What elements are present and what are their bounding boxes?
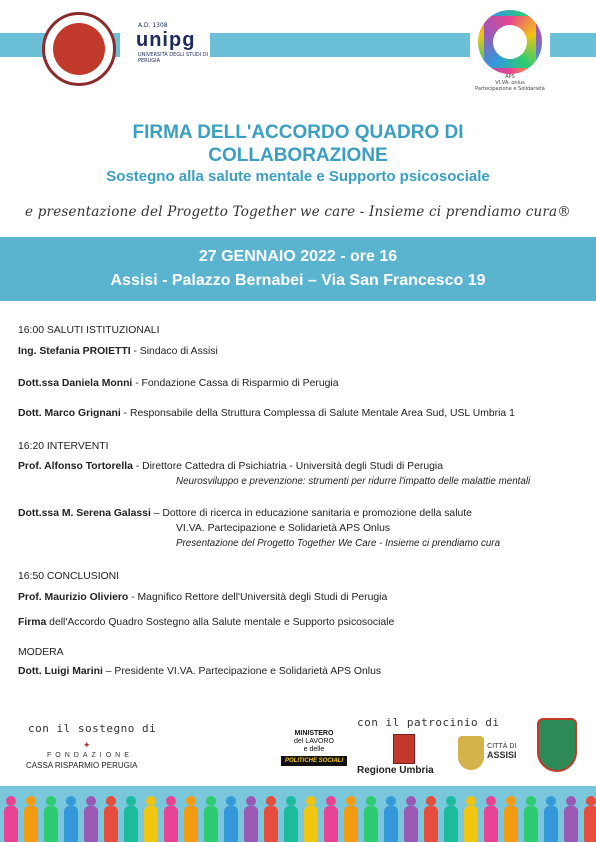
ministero-logo: [281, 730, 347, 776]
fondazione-griffin-icon: ✦: [83, 741, 91, 751]
footer-person-icon: [282, 796, 300, 842]
footer-person-icon: [262, 796, 280, 842]
footer-person-icon: [82, 796, 100, 842]
footer-person-icon: [162, 796, 180, 842]
speaker-name: Dott. Luigi Marini: [18, 666, 103, 677]
fondazione-word: FONDAZIONE: [47, 752, 133, 759]
footer-person-icon: [2, 796, 20, 842]
footer-person-icon: [522, 796, 540, 842]
firma-text: dell'Accordo Quadro Sostegno alla Salute mentale e Supporto psicosociale: [46, 617, 395, 628]
footer-person-icon: [202, 796, 220, 842]
program-line-firma: [18, 616, 394, 629]
section-conclusioni: 16:50 CONCLUSIONI: [18, 571, 120, 582]
footer-person-icon: [422, 796, 440, 842]
program-line-tortorella: [18, 460, 443, 473]
speaker-role: - Magnifico Rettore dell'Università degli Studi di Perugia: [128, 592, 388, 603]
footer-person-icon: [22, 796, 40, 842]
assisi-crest-icon: [458, 736, 484, 770]
footer-person-icon: [562, 796, 580, 842]
viva-logo: [470, 10, 550, 90]
ministero-l1: MINISTERO: [294, 730, 334, 737]
firma-label: Firma: [18, 617, 47, 628]
subtitle: Sostegno alla salute mentale e Supporto psicosociale: [106, 168, 490, 185]
viva-line2: Partecipazione e Solidarietà: [475, 86, 545, 92]
footer-person-icon: [542, 796, 560, 842]
viva-name: APS: [505, 74, 515, 80]
program-line-monni: [18, 377, 339, 390]
speaker-role: - Sindaco di Assisi: [130, 346, 218, 357]
footer-person-icon: [122, 796, 140, 842]
ministero-l2: del LAVORO: [294, 738, 334, 745]
program-line-oliviero: [18, 591, 387, 604]
speaker-name: Prof. Maurizio Oliviero: [18, 592, 129, 603]
footer-people-band: [0, 786, 596, 842]
footer-person-icon: [182, 796, 200, 842]
ministero-l4: POLITICHE SOCIALI: [281, 756, 347, 766]
footer-person-icon: [482, 796, 500, 842]
speaker-name: Dott.ssa Daniela Monni: [18, 378, 133, 389]
speaker-role: - Responsabile della Struttura Complessa di Salute Mentale Area Sud, USL Umbria 1: [120, 408, 515, 419]
unipg-subtitle: UNIVERSITÀ DEGLI STUDI DI PERUGIA: [138, 52, 209, 64]
footer-person-icon: [222, 796, 240, 842]
viva-line1: VI.VA. onlus: [495, 80, 525, 86]
footer-person-icon: [322, 796, 340, 842]
unipg-logo: [120, 22, 210, 82]
footer-person-icon: [62, 796, 80, 842]
speaker-role: - Fondazione Cassa di Risparmio di Perugia: [132, 378, 339, 389]
program-line-marini: [18, 665, 381, 678]
footer-person-icon: [382, 796, 400, 842]
speaker-name: Dott.ssa M. Serena Galassi: [18, 508, 151, 519]
assisi-l1: CITTÀ DI: [487, 743, 517, 750]
support-label: con il sostegno di: [28, 722, 157, 735]
regione-name: Regione Umbria: [357, 765, 434, 776]
regione-umbria-flag-icon: [393, 734, 415, 764]
event-date-time: 27 GENNAIO 2022 - ore 16: [198, 248, 398, 265]
main-title: FIRMA DELL'ACCORDO QUADRO DI COLLABORAZIONE: [132, 122, 464, 166]
speaker-affiliation-galassi: VI.VA. Partecipazione e Solidarietà APS Onlus: [176, 523, 391, 534]
footer-person-icon: [442, 796, 460, 842]
footer-person-icon: [42, 796, 60, 842]
footer-person-icon: [102, 796, 120, 842]
viva-ring-icon: [478, 10, 542, 74]
unipg-name: unipg: [136, 29, 196, 51]
event-place: Assisi - Palazzo Bernabei – Via San Francesco 19: [110, 272, 486, 289]
footer-person-icon: [502, 796, 520, 842]
patronage-label: con il patrocinio di: [357, 716, 500, 729]
municipal-crest-icon: [537, 718, 577, 772]
section-saluti: 16:00 SALUTI ISTITUZIONALI: [18, 325, 160, 336]
speaker-name: Dott. Marco Grignani: [18, 408, 121, 419]
date-band: [0, 237, 596, 301]
footer-person-icon: [142, 796, 160, 842]
speaker-role: – Dottore di ricerca in educazione sanitaria e promozione della salute: [150, 508, 472, 519]
footer-person-icon: [242, 796, 260, 842]
footer-person-icon: [362, 796, 380, 842]
project-title: e presentazione del Progetto Together we care - Insieme ci prendiamo cura®: [25, 204, 571, 220]
assisi-logo-text: [487, 743, 517, 759]
talk-title-galassi: Presentazione del Progetto Together We Care - Insieme ci prendiamo cura: [176, 538, 501, 549]
footer-person-icon: [402, 796, 420, 842]
footer-person-icon: [342, 796, 360, 842]
program-line-grignani: [18, 407, 515, 420]
speaker-name: Ing. Stefania PROIETTI: [18, 346, 131, 357]
footer-person-icon: [462, 796, 480, 842]
speaker-name: Prof. Alfonso Tortorella: [18, 461, 133, 472]
ministero-l3: e delle: [303, 746, 325, 753]
top-band-right: [550, 33, 596, 57]
assisi-l2: ASSISI: [487, 750, 517, 760]
footer-person-icon: [582, 796, 596, 842]
program-line-galassi: [18, 507, 472, 520]
program-line-proietti: [18, 345, 218, 358]
unipg-since: A.D. 1308: [138, 22, 168, 29]
section-modera: MODERA: [18, 647, 64, 658]
footer-person-icon: [302, 796, 320, 842]
university-seal-logo: [42, 12, 116, 86]
talk-title-tortorella: Neurosviluppo e prevenzione: strumenti per ridurre l'impatto delle malattie mentali: [176, 476, 531, 487]
fondazione-name: CASSA RISPARMIO PERUGIA: [26, 761, 138, 770]
speaker-role: – Presidente VI.VA. Partecipazione e Solidarietà APS Onlus: [102, 666, 382, 677]
section-interventi: 16:20 INTERVENTI: [18, 441, 109, 452]
speaker-role: - Direttore Cattedra di Psichiatria - Università degli Studi di Perugia: [132, 461, 443, 472]
